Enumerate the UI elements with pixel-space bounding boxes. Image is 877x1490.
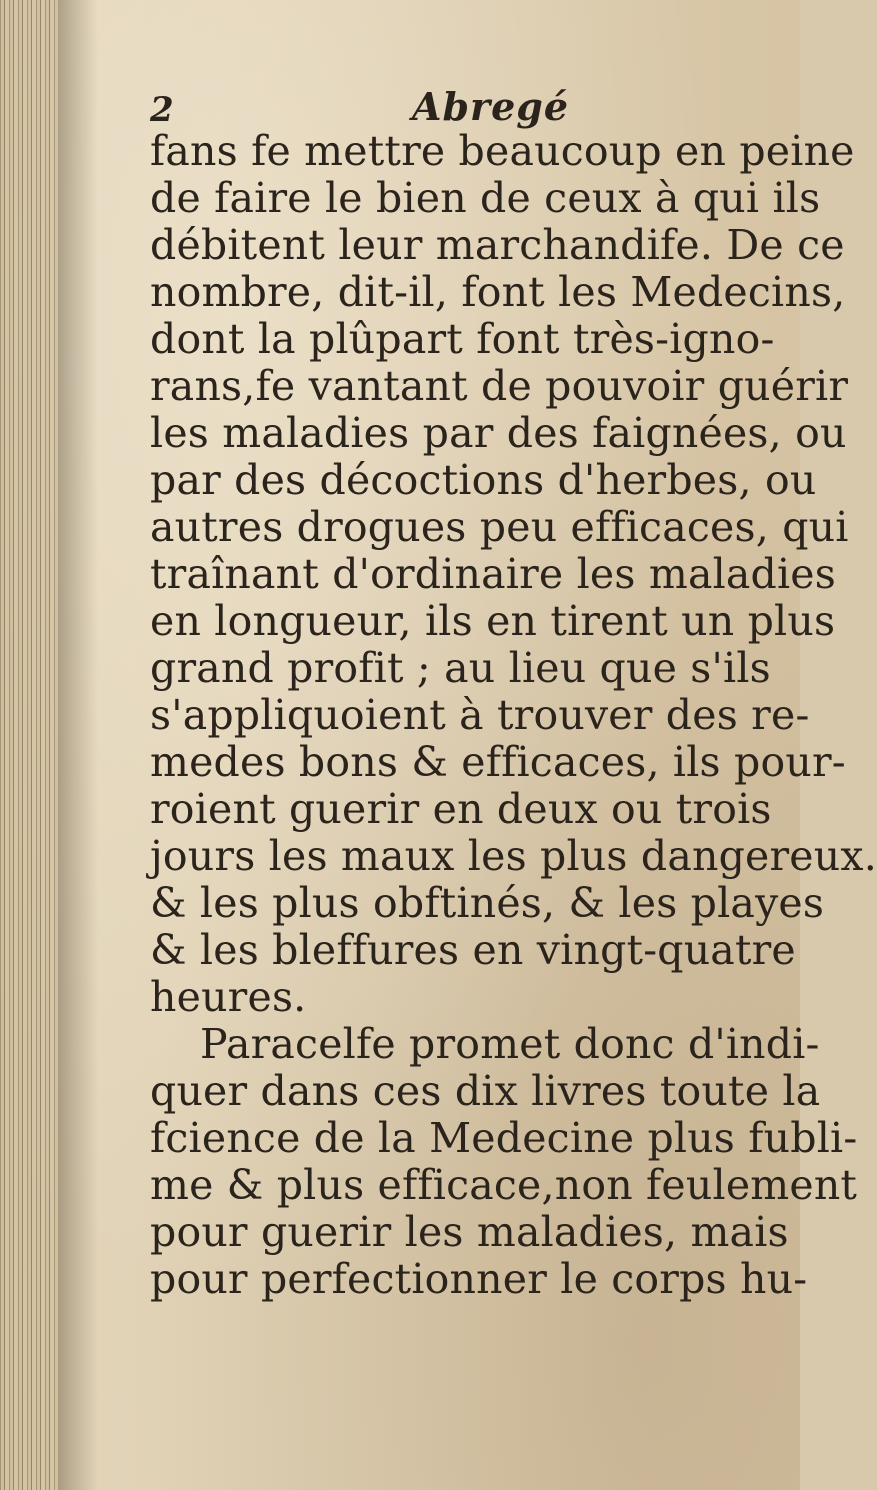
text-line: & les plus obftinés, & les playes [150,879,825,927]
page-number: 2 [150,90,174,130]
paragraph-start-line: Paracelfe promet donc d'indi- [200,1020,820,1068]
text-line: me & plus efficace,non feulement [150,1161,858,1209]
text-line: jours les maux les plus dangereux. [150,832,877,880]
text-line: fans fe mettre beaucoup en peine [150,127,855,175]
page-gutter [0,0,58,1490]
text-line: nombre, dit-il, font les Medecins, [150,268,846,316]
text-line: autres drogues peu efficaces, qui [150,503,849,551]
text-line: les maladies par des faignées, ou [150,409,847,457]
text-line: de faire le bien de ceux à qui ils [150,174,821,222]
text-line: s'appliquoient à trouver des re- [150,691,810,739]
text-line: en longueur, ils en tirent un plus [150,597,836,645]
text-line: dont la plûpart font très-igno- [150,315,775,363]
text-line: traînant d'ordinaire les maladies [150,550,837,598]
text-line: heures. [150,973,307,1021]
text-line: medes bons & efficaces, ils pour- [150,738,846,786]
text-line: roient guerir en deux ou trois [150,785,772,833]
text-line: grand profit ; au lieu que s'ils [150,644,771,692]
body-text [150,127,877,1303]
text-line: par des décoctions d'herbes, ou [150,456,817,504]
text-line: & les bleffures en vingt-quatre [150,926,796,974]
text-line: quer dans ces dix livres toute la [150,1067,821,1115]
gutter-shadow [58,0,98,1490]
text-line: fcience de la Medecine plus fubli- [150,1114,858,1162]
text-line: pour guerir les maladies, mais [150,1208,789,1256]
text-line: débitent leur marchandife. De ce [150,221,845,269]
text-line: pour perfectionner le corps hu- [150,1255,808,1303]
text-line: rans,fe vantant de pouvoir guérir [150,362,849,410]
running-title: Abregé [412,84,569,129]
